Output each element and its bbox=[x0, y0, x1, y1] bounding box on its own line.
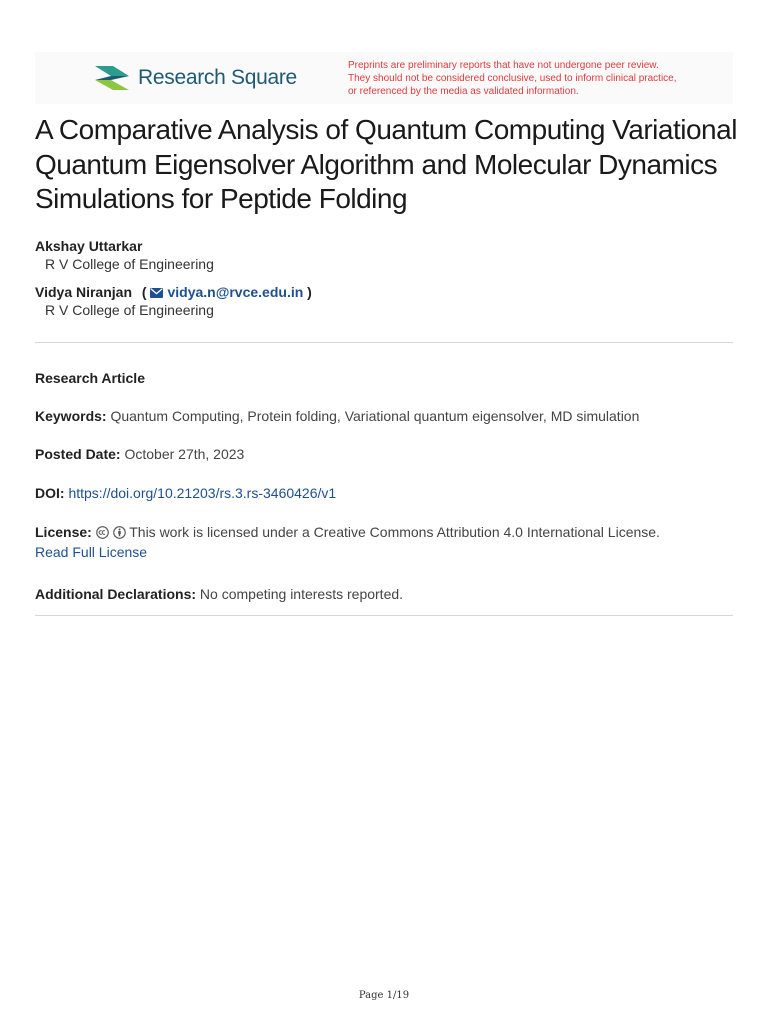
posted-date-value: October 27th, 2023 bbox=[124, 446, 245, 462]
disclaimer-line: or referenced by the media as validated information. bbox=[348, 86, 579, 98]
keywords-label: Keywords: bbox=[35, 408, 107, 424]
article-type bbox=[35, 368, 735, 388]
disclaimer-line: Preprints are preliminary reports that have not undergone peer review. bbox=[348, 60, 659, 71]
author-affiliation: R V College of Engineering bbox=[45, 256, 214, 272]
keywords-row bbox=[35, 406, 735, 426]
page-number: Page 1/19 bbox=[358, 990, 410, 1001]
paper-title: A Comparative Analysis of Quantum Computing Variational Quantum Eigensolver Algorithm and Molecular Dynamics Simulations for Peptide Folding bbox=[35, 114, 737, 214]
doi-link[interactable]: https://doi.org/10.21203/rs.3.rs-3460426/v1 bbox=[68, 485, 337, 501]
doi-label: DOI: bbox=[35, 485, 65, 501]
disclaimer-line: They should not be considered conclusive, used to inform clinical practice, bbox=[348, 73, 677, 85]
license-text: This work is licensed under a Creative Commons Attribution 4.0 International License. bbox=[129, 524, 660, 540]
author-email-wrap: ( vidya.n@rvce.edu.in ) bbox=[141, 284, 312, 300]
envelope-icon bbox=[150, 288, 163, 298]
research-square-logo[interactable] bbox=[93, 63, 297, 93]
author-email-link[interactable]: vidya.n@rvce.edu.in bbox=[167, 284, 304, 300]
posted-date-label: Posted Date: bbox=[35, 446, 121, 462]
license-row bbox=[35, 522, 735, 562]
license-label: License: bbox=[35, 524, 92, 540]
research-square-logo-icon bbox=[93, 63, 131, 93]
brand-name: Research Square bbox=[138, 66, 297, 89]
author-name: Vidya Niranjan bbox=[35, 284, 133, 300]
divider bbox=[35, 615, 733, 616]
declarations-value: No competing interests reported. bbox=[199, 586, 404, 602]
declarations-row bbox=[35, 584, 735, 604]
posted-date-row bbox=[35, 444, 735, 464]
preprint-disclaimer bbox=[348, 59, 728, 99]
article-type-label: Research Article bbox=[35, 370, 145, 386]
declarations-label: Additional Declarations: bbox=[35, 586, 197, 602]
keywords-value: Quantum Computing, Protein folding, Variational quantum eigensolver, MD simulation bbox=[110, 408, 640, 424]
divider bbox=[35, 342, 733, 343]
author-name: Akshay Uttarkar bbox=[35, 238, 143, 254]
by-icon bbox=[113, 526, 126, 539]
author-affiliation: R V College of Engineering bbox=[45, 302, 214, 318]
doi-row bbox=[35, 483, 735, 503]
author-list bbox=[35, 237, 733, 329]
read-full-license-link[interactable]: Read Full License bbox=[35, 544, 148, 560]
author-name-row bbox=[35, 283, 733, 301]
cc-icon bbox=[96, 526, 109, 539]
